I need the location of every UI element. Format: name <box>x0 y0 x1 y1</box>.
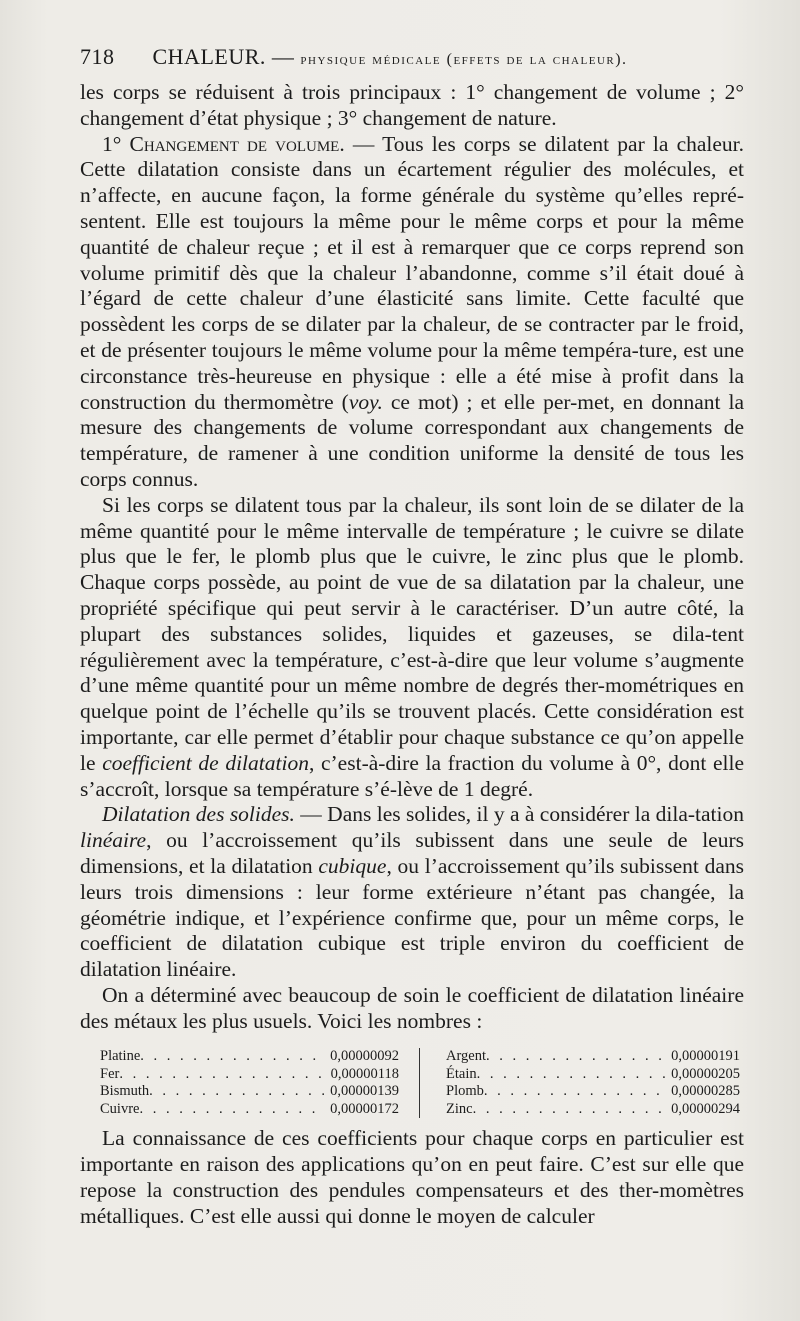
paragraph-table-intro: On a déterminé avec beaucoup de soin le coefficient de dilatation linéaire des métaux les plus usuels. Voici les nombres : <box>80 982 744 1033</box>
subsection-heading: Dilatation des solides. <box>102 802 295 827</box>
paragraph-changement-volume <box>80 132 744 493</box>
term-lineaire: linéaire <box>80 828 147 853</box>
table-row <box>100 1083 399 1101</box>
metal-name: Fer <box>100 1065 120 1082</box>
metal-name: Étain <box>446 1065 477 1082</box>
table-column-left <box>100 1048 420 1118</box>
coefficient-value: 0,00000172 <box>330 1100 399 1117</box>
paragraph-text: — Tous les corps se dilatent par la chaleur. Cette dilatation consiste dans un écartement régulier des molécules, et n’affecte, en aucune façon, la forme générale du système qu’elles repré-sentent. Elle est toujours la même pour le même corps et pour la même quantité de chaleur reçue ; et il est à remarquer que ce corps reprend son volume primitif dès que la chaleur l’abandonne, comme s’il était doué à l’égard de cette chaleur d’une élasticité sans limite. Cette faculté que possèdent les corps de se dilater par la chaleur, de se contracter par le froid, et de présenter toujours le même volume pour la même tempéra-ture, est une circonstance très-heureuse en physique : elle a été mise à profit dans la construction du thermomètre ( <box>80 131 745 414</box>
leader-dots <box>477 1066 666 1084</box>
metal-name: Cuivre <box>100 1100 140 1117</box>
running-section: physique médicale (effets de la chaleur). <box>300 51 628 68</box>
paragraph-coefficient <box>80 493 744 803</box>
paragraph-text: , c’est-à-dire la fraction du volume à 0°, dont elle s’accroît, lorsque sa température s’é-lève de 1 degré. <box>80 750 744 801</box>
paragraph-text: , ou l’accroissement qu’ils subissent dans une seule de leurs dimensions, et la dilatation <box>80 828 744 878</box>
leader-dots <box>140 1048 324 1066</box>
coefficients-table <box>100 1048 740 1118</box>
reference-voy: voy. <box>348 389 383 414</box>
metal-name: Platine <box>100 1048 141 1065</box>
metal-name: Plomb <box>446 1083 484 1100</box>
paragraph-text: Si les corps se dilatent tous par la chaleur, ils sont loin de se dilater de la même quantité pour le même intervalle de température ; le cuivre se dilate plus que le fer, le plomb plus que le cuivre, le zinc plus que le plomb. Chaque corps possède, au point de vue de sa dilatation par la chaleur, une propriété spécifique qui peut servir à le caractériser. D’un autre côté, la plupart des substances solides, liquides et gazeuses, se dila-tent régulièrement avec la température, c’est-à-dire que leur volume s’augmente d’une même quantité pour un même nombre de degrés ther-mométriques en quelque point de l’échelle qu’ils se trouvent placés. Cette considération est importante, car elle permet d’établir pour chaque substance ce qu’on appelle le <box>80 492 744 775</box>
leader-dots <box>139 1101 324 1119</box>
paragraph-text: ce mot) ; et elle per-met, en donnant la mesure des changements de volume correspondant aux changements de température, de ramener à une condition uniforme la densité de tous les corps connus. <box>80 389 744 491</box>
section-number: 1° <box>102 131 122 156</box>
coefficient-value: 0,00000191 <box>671 1048 740 1065</box>
page-body <box>80 80 744 1230</box>
table-row <box>446 1083 740 1101</box>
running-header <box>80 44 744 70</box>
coefficient-value: 0,00000205 <box>671 1065 740 1082</box>
running-title: CHALEUR. <box>152 44 266 69</box>
metal-name: Zinc <box>446 1100 473 1117</box>
page-number: 718 <box>80 44 115 69</box>
paragraph-dilatation-solides <box>80 802 744 983</box>
section-heading: Changement de volume. <box>129 131 345 156</box>
table-row <box>446 1101 740 1119</box>
coefficient-value: 0,00000092 <box>330 1048 399 1065</box>
leader-dots <box>473 1101 666 1119</box>
coefficient-value: 0,00000294 <box>671 1100 740 1117</box>
term-coefficient: coefficient de dilatation <box>102 750 309 775</box>
paragraph-text: — Dans les solides, il y a à considérer la dila-tation <box>294 802 744 827</box>
term-cubique: cubique <box>318 853 387 878</box>
paragraph-applications: La connaissance de ces coefficients pour chaque corps en particulier est importante en raison des applications qu’on en peut faire. C’est sur elle que repose la construction des pendules compensateurs et des ther-momètres métalliques. C’est elle aussi qui donne le moyen de calculer <box>80 1126 744 1228</box>
header-dash: — <box>271 44 295 69</box>
paragraph-continuation: les corps se réduisent à trois principaux : 1° changement de volume ; 2° changement d’état physique ; 3° changement de nature. <box>80 80 744 130</box>
leader-dots <box>486 1048 665 1066</box>
table-row <box>446 1066 740 1084</box>
table-row <box>100 1101 399 1119</box>
table-row <box>100 1066 399 1084</box>
coefficient-value: 0,00000285 <box>671 1083 740 1100</box>
metal-name: Argent <box>446 1048 487 1065</box>
leader-dots <box>149 1083 324 1101</box>
table-row <box>446 1048 740 1066</box>
table-column-right <box>420 1048 740 1118</box>
table-row <box>100 1048 399 1066</box>
leader-dots <box>119 1066 324 1084</box>
leader-dots <box>484 1083 665 1101</box>
coefficient-value: 0,00000139 <box>330 1083 399 1100</box>
metal-name: Bismuth <box>100 1083 150 1100</box>
coefficient-value: 0,00000118 <box>330 1065 399 1082</box>
paragraph-text: , ou l’accroissement qu’ils subissent dans leurs trois dimensions : leur forme extérieure n’étant pas changée, la géométrie indique, et l’expérience confirme que, pour un même corps, le coefficient de dilatation cubique est triple environ du coefficient de dilatation linéaire. <box>80 853 744 982</box>
